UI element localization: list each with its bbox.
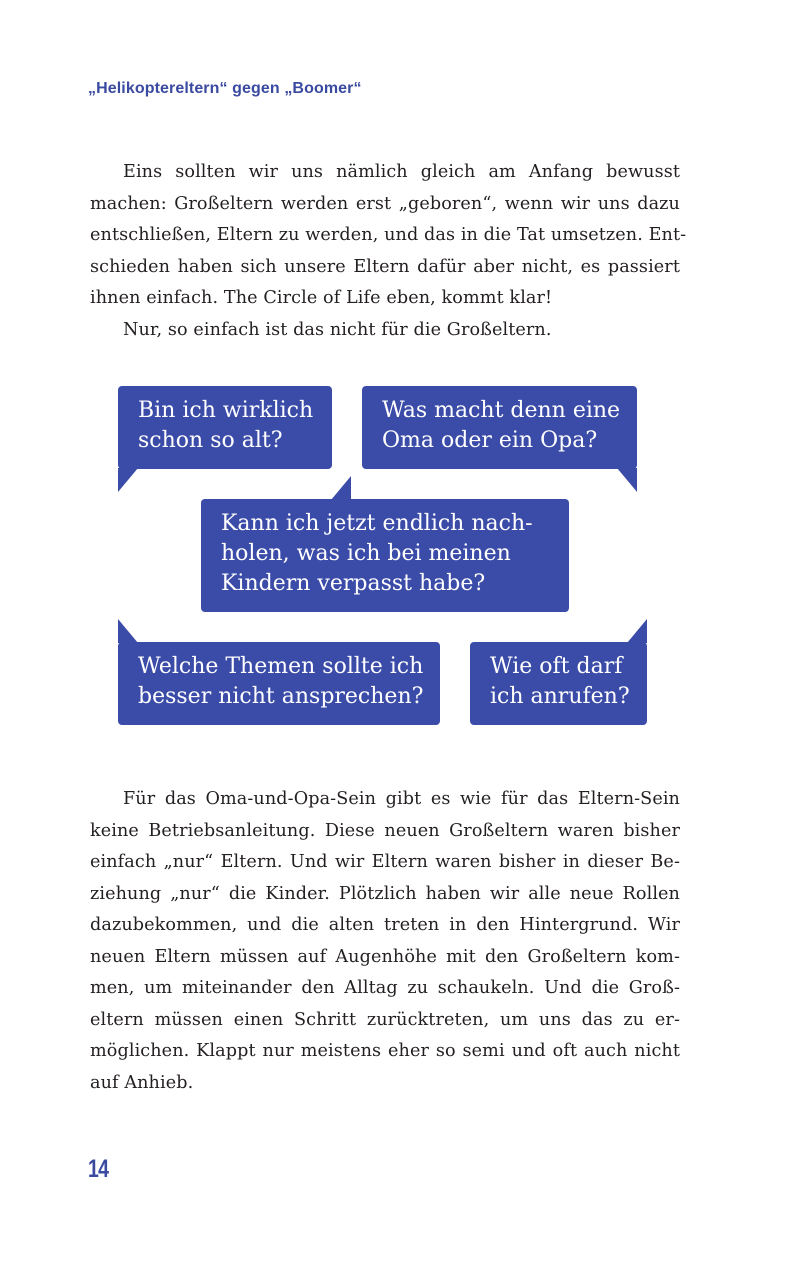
text-line: eltern müssen einen Schritt zurücktreten, um uns das zu er-: [90, 1009, 680, 1030]
bubble-text-line: Wie oft darf: [490, 654, 623, 679]
bubble-tail: [617, 468, 637, 492]
speech-bubble-catch-up: [201, 499, 569, 612]
text-line: Für das Oma-und-Opa-Sein gibt es wie für das Eltern-Sein: [123, 789, 680, 809]
speech-bubble-topics: [118, 642, 440, 725]
running-header: „Helikoptereltern“ gegen „Boomer“: [88, 80, 362, 97]
intro-paragraph: [90, 157, 687, 346]
text-line: machen: Großeltern werden erst „geboren“, wenn wir uns dazu: [90, 193, 680, 214]
bubble-text-line: Was macht denn eine: [382, 398, 621, 423]
bubble-text-line: Oma oder ein Opa?: [382, 428, 598, 453]
bubble-tail: [118, 468, 138, 492]
bubble-tail: [331, 476, 351, 500]
text-line: Eins sollten wir uns nämlich gleich am Anfang bewusst: [123, 162, 680, 182]
bubble-tail: [118, 619, 138, 643]
text-line: neuen Eltern müssen auf Augenhöhe mit den Großeltern kom-: [90, 946, 680, 967]
bubble-text-line: Bin ich wirklich: [138, 398, 314, 423]
text-line: einfach „nur“ Eltern. Und wir Eltern waren bisher in dieser Be-: [90, 852, 680, 872]
bubble-text-line: ich anrufen?: [490, 684, 630, 709]
page-number: 14: [88, 1155, 109, 1183]
text-line: men, um miteinander den Alltag zu schaukeln. Und die Groß-: [90, 978, 680, 998]
bubble-text-line: besser nicht ansprechen?: [138, 684, 424, 709]
text-line: ziehung „nur“ die Kinder. Plötzlich haben wir alle neue Rollen: [90, 883, 680, 904]
text-line: keine Betriebsanleitung. Diese neuen Großeltern waren bisher: [90, 820, 680, 841]
bubble-text-line: schon so alt?: [138, 428, 283, 453]
text-line: schieden haben sich unsere Eltern dafür aber nicht, es passiert: [90, 256, 680, 277]
speech-bubble-role: [362, 386, 637, 469]
text-line: auf Anhieb.: [90, 1072, 194, 1093]
text-line: dazubekommen, und die alten treten in den Hintergrund. Wir: [90, 915, 680, 935]
bubble-text-line: holen, was ich bei meinen: [221, 541, 511, 566]
bubble-tail: [627, 619, 647, 643]
bubble-text-line: Kann ich jetzt endlich nach-: [221, 511, 533, 536]
speech-bubble-calls: [470, 642, 647, 725]
bubble-text-line: Welche Themen sollte ich: [138, 654, 424, 679]
text-line: entschließen, Eltern zu werden, und das in die Tat umsetzen. Ent-: [90, 225, 687, 245]
text-line: möglichen. Klappt nur meistens eher so semi und oft auch nicht: [90, 1041, 680, 1061]
bubble-text-line: Kindern verpasst habe?: [221, 571, 486, 596]
text-line: Nur, so einfach ist das nicht für die Großeltern.: [123, 319, 552, 340]
speech-bubble-age: [118, 386, 332, 469]
main-paragraph: [90, 784, 680, 1099]
text-line: ihnen einfach. The Circle of Life eben, kommt klar!: [90, 288, 553, 308]
